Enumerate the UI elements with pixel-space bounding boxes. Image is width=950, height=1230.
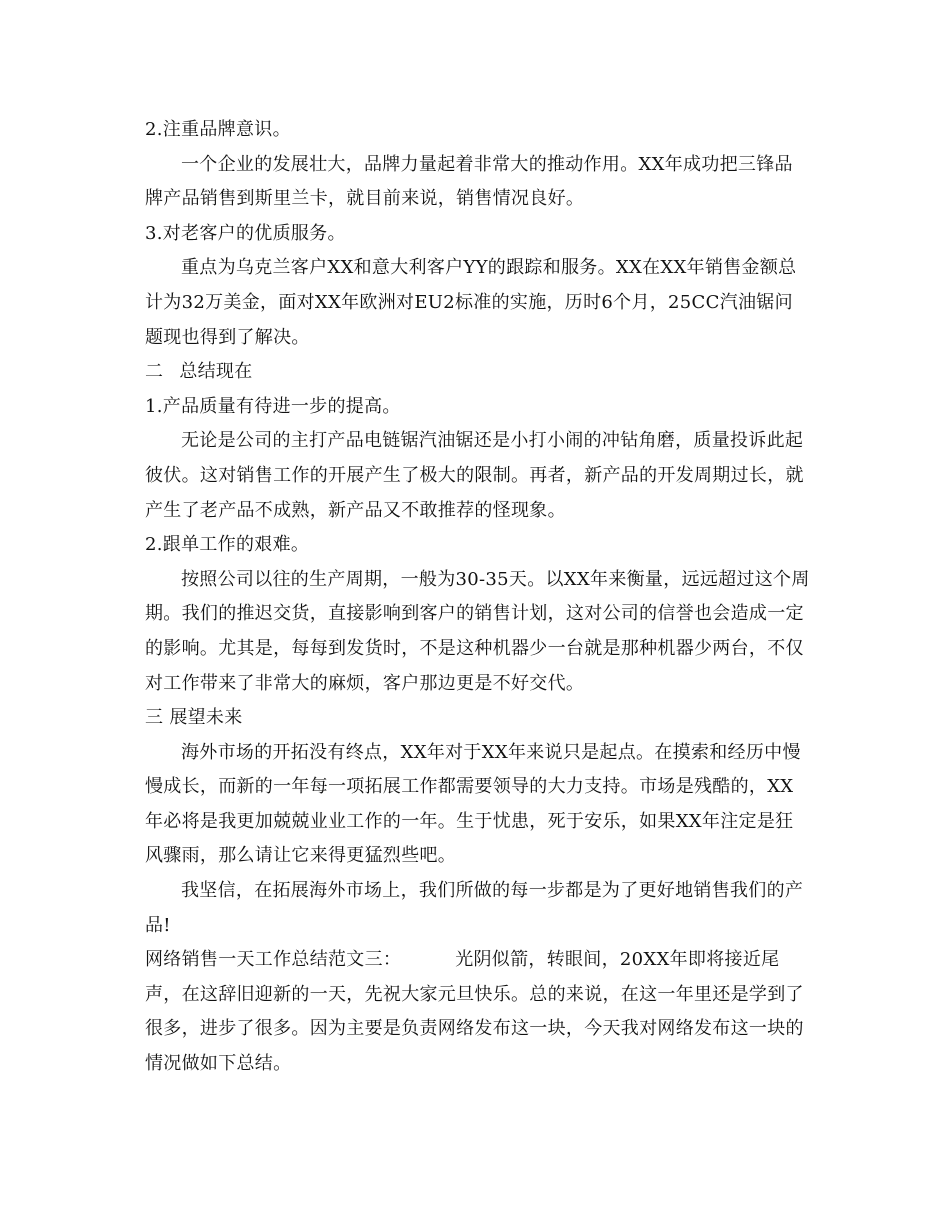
section-heading-future: 三 展望未来 xyxy=(145,707,243,729)
sample-three-text: 光阴似箭，转眼间，20XX年即将接近尾声，在这辞旧迎新的一天，先祝大家元旦快乐。总的来说，在这一年里还是学到了很多，进步了很多。因为主要是负责网络发布这一块，今天我对网络发布这一块的情况做如下总结。 xyxy=(145,949,804,1075)
paragraph-order-tracking: 按照公司以往的生产周期，一般为30-35天。以XX年来衡量，远远超过这个周期。我们的推迟交货，直接影响到客户的销售计划，这对公司的信誉也会造成一定的影响。尤其是，每每到发货时，不是这种机器少一台就是那种机器少两台，不仅对工作带来了非常大的麻烦，客户那边更是不好交代。 xyxy=(145,568,810,694)
subheading-old-customer-service: 3.对老客户的优质服务。 xyxy=(145,222,346,244)
document-body xyxy=(145,113,810,1082)
section-title: 总结现在 xyxy=(179,361,253,383)
subheading-order-tracking: 2.跟单工作的艰难。 xyxy=(145,534,310,556)
subheading-brand-awareness: 2.注重品牌意识。 xyxy=(145,119,291,140)
paragraph-brand-awareness: 一个企业的发展壮大，品牌力量起着非常大的推动作用。XX年成功把三锋品牌产品销售到斯里兰卡，就目前来说，销售情况良好。 xyxy=(145,153,793,210)
paragraph-belief: 我坚信，在拓展海外市场上，我们所做的每一步都是为了更好地销售我们的产品! xyxy=(145,880,804,936)
paragraph-old-customer-service: 重点为乌克兰客户XX和意大利客户YY的跟踪和服务。XX在XX年销售金额总计为32万美金，面对XX年欧洲对EU2标准的实施，历时6个月，25CC汽油锯问题现也得到了解决。 xyxy=(145,257,797,348)
paragraph-future-outlook: 海外市场的开拓没有终点，XX年对于XX年来说只是起点。在摸索和经历中慢慢成长，而新的一年每一项拓展工作都需要领导的大力支持。市场是残酷的，XX年必将是我更加兢兢业业工作的一年。生于忧患，死于安乐，如果XX年注定是狂风骤雨，那么请让它来得更猛烈些吧。 xyxy=(145,741,801,867)
section-number: 二 xyxy=(145,361,164,383)
paragraph-product-quality: 无论是公司的主打产品电链锯汽油锯还是小打小闹的冲钻角磨，质量投诉此起彼伏。这对销售工作的开展产生了极大的限制。再者，新产品的开发周期过长，就产生了老产品不成熟，新产品又不敢推荐的怪现象。 xyxy=(145,430,804,521)
sample-three-label: 网络销售一天工作总结范文三： xyxy=(145,949,402,971)
paragraph-sample-three xyxy=(145,943,810,1081)
section-heading-present xyxy=(145,355,810,390)
subheading-product-quality: 1.产品质量有待进一步的提高。 xyxy=(145,395,401,417)
